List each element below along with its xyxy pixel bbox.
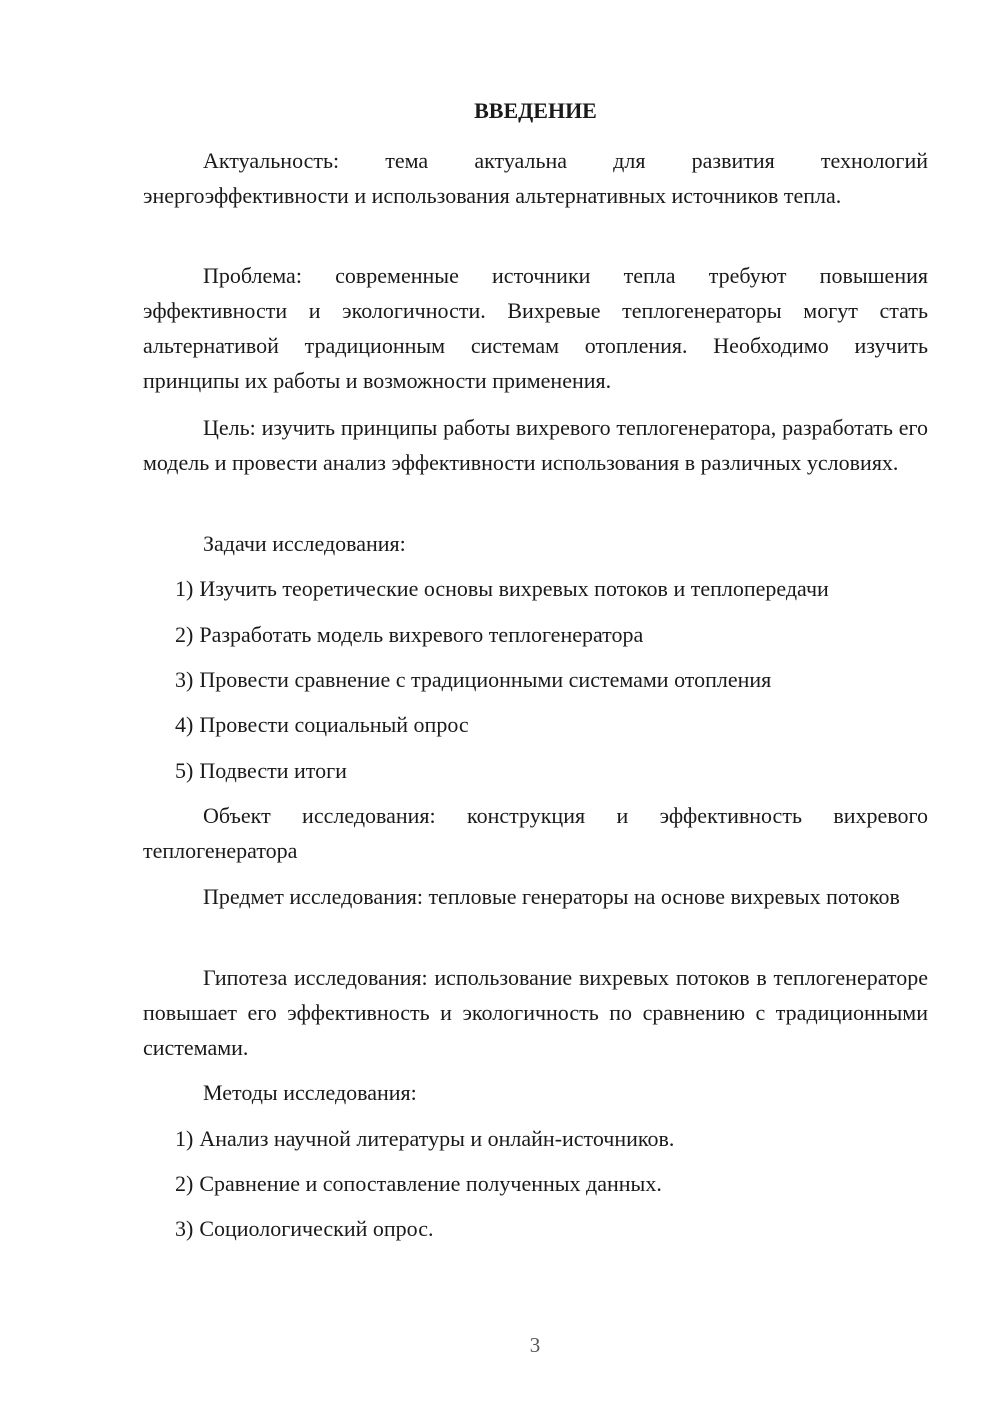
list-item-number: 1) (175, 1126, 194, 1151)
list-item-text: Провести социальный опрос (199, 712, 469, 737)
list-item-text: Анализ научной литературы и онлайн-источников. (199, 1126, 675, 1151)
methods-heading: Методы исследования: (203, 1080, 417, 1105)
list-item-number: 4) (175, 712, 194, 737)
paragraph-object: Объект исследования: конструкция и эффективность вихревого теплогенератора (143, 803, 928, 863)
list-item-method (175, 1211, 935, 1246)
list-item-task (175, 753, 935, 788)
list-item-number: 2) (175, 1171, 194, 1196)
list-item-task (175, 707, 935, 742)
list-item-number: 5) (175, 758, 194, 783)
list-item-text: Социологический опрос. (199, 1216, 434, 1241)
paragraph-hypothesis: Гипотеза исследования: использование вихревых потоков в теплогенераторе повышает его эффективность и экологичность по сравнению с традиционными системами. (143, 965, 928, 1060)
page-title: ВВЕДЕНИЕ (474, 98, 597, 123)
list-item-text: Разработать модель вихревого теплогенератора (199, 622, 644, 647)
list-item-number: 3) (175, 1216, 194, 1241)
list-item-text: Подвести итоги (199, 758, 347, 783)
list-item-text: Провести сравнение с традиционными системами отопления (199, 667, 772, 692)
paragraph-relevance: Актуальность: тема актуальна для развития технологий энергоэффективности и использования альтернативных источников тепла. (143, 148, 928, 208)
list-item-task (175, 571, 935, 606)
paragraph-problem: Проблема: современные источники тепла требуют повышения эффективности и экологичности. Вихревые теплогенераторы могут стать альтернативой традиционным системам отопления. Необходимо изучить принципы их работы и возможности применения. (143, 263, 928, 393)
list-item-number: 1) (175, 576, 194, 601)
list-item-number: 3) (175, 667, 194, 692)
list-item-task (175, 662, 935, 697)
list-item-method (175, 1166, 935, 1201)
list-item-method (175, 1121, 935, 1156)
list-item-task (175, 617, 935, 652)
list-item-text: Сравнение и сопоставление полученных данных. (199, 1171, 662, 1196)
paragraph-subject: Предмет исследования: тепловые генераторы на основе вихревых потоков (203, 884, 900, 909)
tasks-heading: Задачи исследования: (203, 531, 406, 556)
paragraph-goal: Цель: изучить принципы работы вихревого теплогенератора, разработать его модель и провести анализ эффективности использования в различных условиях. (143, 415, 928, 475)
list-item-number: 2) (175, 622, 194, 647)
page-number: 3 (529, 1333, 541, 1357)
list-item-text: Изучить теоретические основы вихревых потоков и теплопередачи (199, 576, 829, 601)
